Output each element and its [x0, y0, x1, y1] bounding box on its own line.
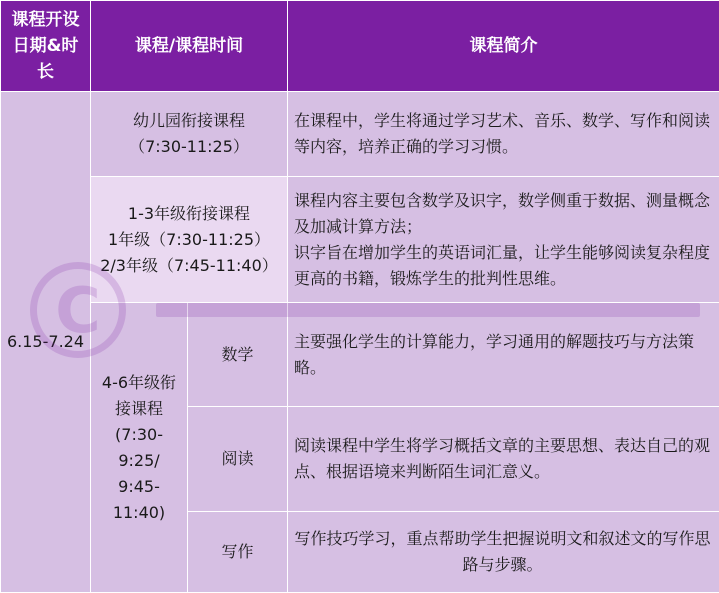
kindergarten-course-cell: 幼儿园衔接课程 （7:30-11:25） [91, 92, 288, 177]
header-course-time: 课程/课程时间 [91, 1, 288, 92]
header-row [1, 1, 719, 92]
grade13-course-cell: 1-3年级衔接课程 1年级（7:30-11:25） 2/3年级（7:45-11:40） [91, 177, 288, 303]
subject-reading-cell: 阅读 [188, 407, 288, 512]
table-row [1, 303, 719, 407]
subject-writing-cell: 写作 [188, 512, 288, 593]
subject-writing-intro-cell: 写作技巧学习，重点帮助学生把握说明文和叙述文的写作思路与步骤。 [288, 512, 719, 593]
grade13-intro-cell: 课程内容主要包含数学及识字，数学侧重于数据、测量概念及加减计算方法； 识字旨在增加学生的英语词汇量，让学生能够阅读复杂程度更高的书籍，锻炼学生的批判性思维。 [288, 177, 719, 303]
table-row [1, 177, 719, 303]
subject-math-cell: 数学 [188, 303, 288, 407]
grade46-course-cell: 4-6年级衔 接课程 (7:30- 9:25/ 9:45- 11:40) [91, 303, 188, 593]
subject-math-intro-cell: 主要强化学生的计算能力，学习通用的解题技巧与方法策略。 [288, 303, 719, 407]
header-date-duration: 课程开设日期&时长 [1, 1, 91, 92]
kindergarten-intro-cell: 在课程中，学生将通过学习艺术、音乐、数学、写作和阅读等内容，培养正确的学习习惯。 [288, 92, 719, 177]
date-range-cell: 6.15-7.24 [1, 92, 91, 593]
table-row [1, 92, 719, 177]
subject-reading-intro-cell: 阅读课程中学生将学习概括文章的主要思想、表达自己的观点、根据语境来判断陌生词汇意义。 [288, 407, 719, 512]
header-course-intro: 课程简介 [288, 1, 719, 92]
